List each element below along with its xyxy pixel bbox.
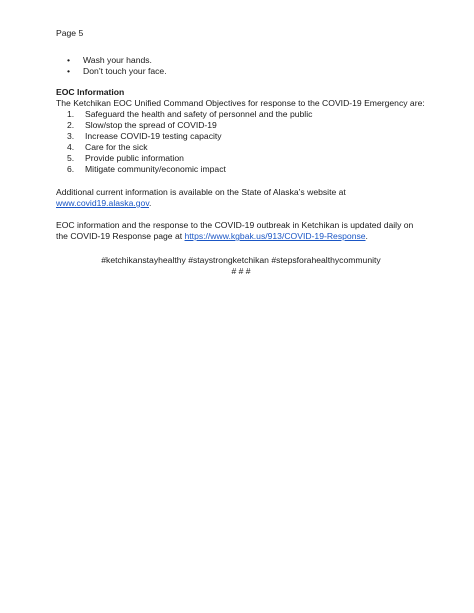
list-item — [56, 131, 426, 142]
list-number: 3. — [67, 131, 75, 141]
eoc-intro: The Ketchikan EOC Unified Command Objectives for response to the COVID-19 Emergency are: — [56, 98, 425, 108]
objective-text: Care for the sick — [85, 142, 148, 152]
bullet-text: Don’t touch your face. — [83, 66, 167, 76]
covid-response-page-link[interactable]: https://www.kgbak.us/913/COVID-19-Response — [184, 231, 366, 241]
list-number: 6. — [67, 164, 75, 174]
response-info-text: EOC information and the response to the COVID-19 outbreak in Ketchikan is updated daily on the COVID-19 Response page at — [56, 220, 414, 241]
objective-text: Mitigate community/economic impact — [85, 164, 226, 174]
response-info-paragraph — [56, 220, 426, 242]
objective-text: Slow/stop the spread of COVID-19 — [85, 120, 217, 130]
alaska-covid-link[interactable]: www.covid19.alaska.gov — [56, 198, 149, 208]
response-info-period: . — [365, 231, 368, 241]
page-content — [56, 28, 426, 277]
objectives-list — [56, 109, 426, 175]
list-item — [56, 153, 426, 164]
list-item — [56, 109, 426, 120]
bullet-text: Wash your hands. — [83, 55, 152, 65]
hashtags-line: #ketchikanstayhealthy #staystrongketchikan #stepsforahealthycommunity — [101, 255, 381, 265]
additional-info-paragraph — [56, 187, 426, 209]
page-number: Page 5 — [56, 28, 84, 38]
list-number: 2. — [67, 120, 75, 130]
additional-info-period: . — [149, 198, 152, 208]
list-item — [56, 142, 426, 153]
list-number: 4. — [67, 142, 75, 152]
bullet-icon: • — [67, 55, 71, 65]
list-item — [56, 120, 426, 131]
objective-text: Increase COVID-19 testing capacity — [85, 131, 222, 141]
list-number: 5. — [67, 153, 75, 163]
list-item — [56, 66, 426, 77]
list-item — [56, 55, 426, 66]
list-number: 1. — [67, 109, 75, 119]
end-mark: # # # — [231, 266, 251, 276]
bullet-icon: • — [67, 66, 71, 76]
objective-text: Safeguard the health and safety of personnel and the public — [85, 109, 313, 119]
eoc-heading: EOC Information — [56, 87, 125, 97]
additional-info-text: Additional current information is available on the State of Alaska’s website at — [56, 187, 346, 197]
list-item — [56, 164, 426, 175]
hygiene-bullet-list — [56, 55, 426, 77]
objective-text: Provide public information — [85, 153, 184, 163]
